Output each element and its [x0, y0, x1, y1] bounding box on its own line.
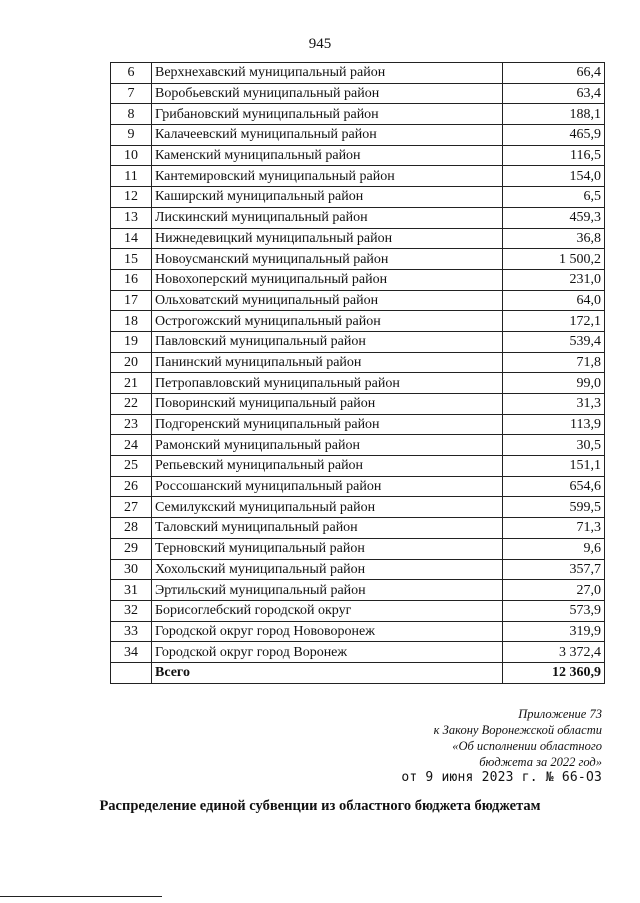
row-value: 9,6 [503, 538, 605, 559]
row-value: 188,1 [503, 104, 605, 125]
table-row [111, 187, 605, 208]
row-value: 116,5 [503, 145, 605, 166]
row-number: 22 [111, 394, 152, 415]
row-name: Каширский муниципальный район [152, 187, 503, 208]
row-name: Кантемировский муниципальный район [152, 166, 503, 187]
row-value: 151,1 [503, 456, 605, 477]
appendix-law: к Закону Воронежской области [433, 723, 602, 737]
row-name: Острогожский муниципальный район [152, 311, 503, 332]
table-row [111, 290, 605, 311]
table-row [111, 83, 605, 104]
row-value: 30,5 [503, 435, 605, 456]
row-number: 20 [111, 352, 152, 373]
row-name: Борисоглебский городской округ [152, 600, 503, 621]
row-number: 29 [111, 538, 152, 559]
row-name: Хохольский муниципальный район [152, 559, 503, 580]
row-number: 16 [111, 269, 152, 290]
row-value: 357,7 [503, 559, 605, 580]
row-name: Россошанский муниципальный район [152, 476, 503, 497]
row-number: 18 [111, 311, 152, 332]
row-number: 32 [111, 600, 152, 621]
row-value: 71,8 [503, 352, 605, 373]
row-name: Грибановский муниципальный район [152, 104, 503, 125]
row-number: 27 [111, 497, 152, 518]
row-name: Новохоперский муниципальный район [152, 269, 503, 290]
table-row [111, 373, 605, 394]
row-name: Терновский муниципальный район [152, 538, 503, 559]
row-name: Воробьевский муниципальный район [152, 83, 503, 104]
row-number: 31 [111, 580, 152, 601]
row-name: Новоусманский муниципальный район [152, 249, 503, 270]
table-row [111, 311, 605, 332]
total-row [111, 662, 605, 683]
table-row [111, 207, 605, 228]
row-number: 10 [111, 145, 152, 166]
row-name: Подгоренский муниципальный район [152, 414, 503, 435]
row-value: 573,9 [503, 600, 605, 621]
total-value: 12 360,9 [503, 662, 605, 683]
row-value: 36,8 [503, 228, 605, 249]
table-body [111, 63, 605, 663]
row-number: 28 [111, 518, 152, 539]
row-number: 15 [111, 249, 152, 270]
appendix-title: Приложение 73 [518, 707, 602, 721]
table-row [111, 145, 605, 166]
row-value: 599,5 [503, 497, 605, 518]
row-name: Панинский муниципальный район [152, 352, 503, 373]
row-name: Нижнедевицкий муниципальный район [152, 228, 503, 249]
row-number: 33 [111, 621, 152, 642]
row-name: Городской округ город Нововоронеж [152, 621, 503, 642]
row-number: 14 [111, 228, 152, 249]
row-name: Ольховатский муниципальный район [152, 290, 503, 311]
table-row [111, 538, 605, 559]
row-value: 113,9 [503, 414, 605, 435]
row-name: Семилукский муниципальный район [152, 497, 503, 518]
appendix-block [401, 706, 602, 786]
table-row [111, 166, 605, 187]
row-number: 12 [111, 187, 152, 208]
row-value: 1 500,2 [503, 249, 605, 270]
table-row [111, 456, 605, 477]
total-label: Всего [152, 662, 503, 683]
row-value: 66,4 [503, 63, 605, 84]
row-name: Верхнехавский муниципальный район [152, 63, 503, 84]
row-value: 99,0 [503, 373, 605, 394]
row-name: Эртильский муниципальный район [152, 580, 503, 601]
subsidy-table [110, 62, 605, 684]
table-row [111, 559, 605, 580]
row-value: 231,0 [503, 269, 605, 290]
appendix-law-title-2: бюджета за 2022 год» [479, 755, 602, 769]
table-row [111, 642, 605, 663]
row-name: Каменский муниципальный район [152, 145, 503, 166]
table-row [111, 621, 605, 642]
table-row [111, 104, 605, 125]
row-number: 25 [111, 456, 152, 477]
row-name: Таловский муниципальный район [152, 518, 503, 539]
row-name: Павловский муниципальный район [152, 331, 503, 352]
table-row [111, 476, 605, 497]
page-number: 945 [308, 36, 332, 52]
row-value: 71,3 [503, 518, 605, 539]
row-number: 6 [111, 63, 152, 84]
row-value: 172,1 [503, 311, 605, 332]
row-value: 539,4 [503, 331, 605, 352]
table-row [111, 435, 605, 456]
row-value: 31,3 [503, 394, 605, 415]
table-row [111, 600, 605, 621]
table-row [111, 518, 605, 539]
total-number-cell [111, 662, 152, 683]
row-value: 154,0 [503, 166, 605, 187]
table-row [111, 228, 605, 249]
table-row [111, 249, 605, 270]
row-number: 21 [111, 373, 152, 394]
row-number: 24 [111, 435, 152, 456]
table-row [111, 269, 605, 290]
section-heading: Распределение единой субвенции из областного бюджета бюджетам [99, 798, 541, 814]
table-row [111, 497, 605, 518]
appendix-date-number: от 9 июня 2023 г. № 66-ОЗ [401, 770, 602, 785]
row-value: 27,0 [503, 580, 605, 601]
row-value: 654,6 [503, 476, 605, 497]
appendix-law-title-1: «Об исполнении областного [452, 739, 602, 753]
row-name: Поворинский муниципальный район [152, 394, 503, 415]
row-name: Рамонский муниципальный район [152, 435, 503, 456]
row-name: Калачеевский муниципальный район [152, 125, 503, 146]
row-number: 7 [111, 83, 152, 104]
table-row [111, 63, 605, 84]
row-number: 13 [111, 207, 152, 228]
table-row [111, 394, 605, 415]
table-row [111, 580, 605, 601]
row-name: Городской округ город Воронеж [152, 642, 503, 663]
row-value: 465,9 [503, 125, 605, 146]
row-value: 64,0 [503, 290, 605, 311]
table-row [111, 331, 605, 352]
row-number: 8 [111, 104, 152, 125]
row-value: 6,5 [503, 187, 605, 208]
row-number: 9 [111, 125, 152, 146]
row-number: 11 [111, 166, 152, 187]
table-row [111, 125, 605, 146]
row-number: 19 [111, 331, 152, 352]
row-value: 63,4 [503, 83, 605, 104]
table-row [111, 414, 605, 435]
row-name: Петропавловский муниципальный район [152, 373, 503, 394]
footnote-divider [0, 896, 162, 897]
row-number: 17 [111, 290, 152, 311]
row-number: 30 [111, 559, 152, 580]
row-number: 34 [111, 642, 152, 663]
row-value: 459,3 [503, 207, 605, 228]
row-value: 3 372,4 [503, 642, 605, 663]
row-name: Репьевский муниципальный район [152, 456, 503, 477]
row-value: 319,9 [503, 621, 605, 642]
row-name: Лискинский муниципальный район [152, 207, 503, 228]
table-row [111, 352, 605, 373]
row-number: 23 [111, 414, 152, 435]
row-number: 26 [111, 476, 152, 497]
